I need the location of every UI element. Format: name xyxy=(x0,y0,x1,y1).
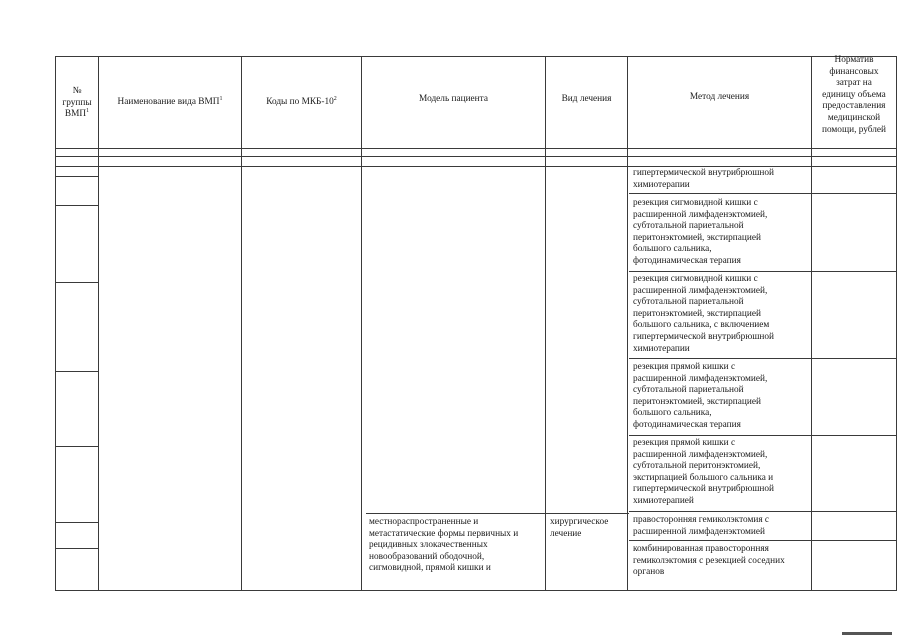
header-bottom-border xyxy=(55,148,897,149)
row-border xyxy=(55,166,897,167)
method-cell: резекция сигмовидной кишки с расширенной лимфаденэктомией, субтотальной париетальной перитонэктомией, экстирпацией большого сальника, с включением гипертермической внутрибрюшной химиотерапии xyxy=(633,274,775,354)
row-border xyxy=(55,446,98,447)
col-border xyxy=(545,56,546,591)
header-mkb-codes: Коды по МКБ-$10^2$ xyxy=(266,95,337,107)
method-cell: резекция сигмовидной кишки с расширенной лимфаденэктомией, субтотальной париетальной перитонэктомией, экстирпацией большого сальника, фотодинамическая терапия xyxy=(633,198,768,266)
header-group-number: № группы ВМП$^1$ xyxy=(62,86,92,120)
treatment-type-cell: хирургическое лечение xyxy=(550,517,609,539)
row-border xyxy=(55,282,98,283)
row-border xyxy=(629,271,897,272)
table-top-border xyxy=(55,56,897,57)
table-bottom-border xyxy=(55,590,897,591)
row-border xyxy=(55,205,98,206)
method-cell: резекция прямой кишки с расширенной лимфаденэктомией, субтотальной перитонэктомией, экстирпацией большого сальника и гипертермической внутрибрюшной химиотерапией xyxy=(633,438,775,506)
method-cell: гипертермической внутрибрюшной химиотерапии xyxy=(633,168,775,190)
row-border xyxy=(629,435,897,436)
method-cell: правосторонняя гемиколэктомия с расширенной лимфаденэктомией xyxy=(633,515,770,537)
scan-artifact xyxy=(842,632,892,635)
header-vmp-name: Наименование вида ВМП$^1$ xyxy=(117,95,223,107)
method-cell: резекция прямой кишки с расширенной лимфаденэктомией, субтотальной париетальной перитонэктомией, экстирпацией большого сальника, фотодинамическая терапия xyxy=(633,362,768,430)
method-cell: комбинированная правосторонняя гемиколэктомия с резекцией соседних органов xyxy=(633,544,785,578)
row-border xyxy=(55,371,98,372)
row-border xyxy=(55,548,98,549)
header-patient-model: Модель пациента xyxy=(419,94,488,104)
row-border xyxy=(629,511,897,512)
col-border xyxy=(98,56,99,591)
row-border xyxy=(55,176,98,177)
header-treatment-method: Метод лечения xyxy=(689,92,750,102)
row-border xyxy=(366,513,629,514)
col-border xyxy=(55,56,56,591)
col-border xyxy=(811,56,812,591)
patient-model-cell: местнораспространенные и метастатические формы первичных и рецидивных злокачественных новообразований ободочной, сигмовидной, прямой кишки и xyxy=(369,517,519,574)
col-border xyxy=(896,56,897,591)
blank-row-bottom-border xyxy=(55,156,897,157)
row-border xyxy=(55,522,98,523)
col-border xyxy=(361,56,362,591)
col-border xyxy=(241,56,242,591)
row-border xyxy=(629,540,897,541)
col-border xyxy=(627,56,628,591)
header-treatment-type: Вид лечения xyxy=(561,94,612,104)
row-border xyxy=(629,358,897,359)
header-cost-standard: Норматив финансовых затрат на единицу объема предоставления медицинской помощи, рублей xyxy=(821,55,887,135)
row-border xyxy=(629,193,897,194)
